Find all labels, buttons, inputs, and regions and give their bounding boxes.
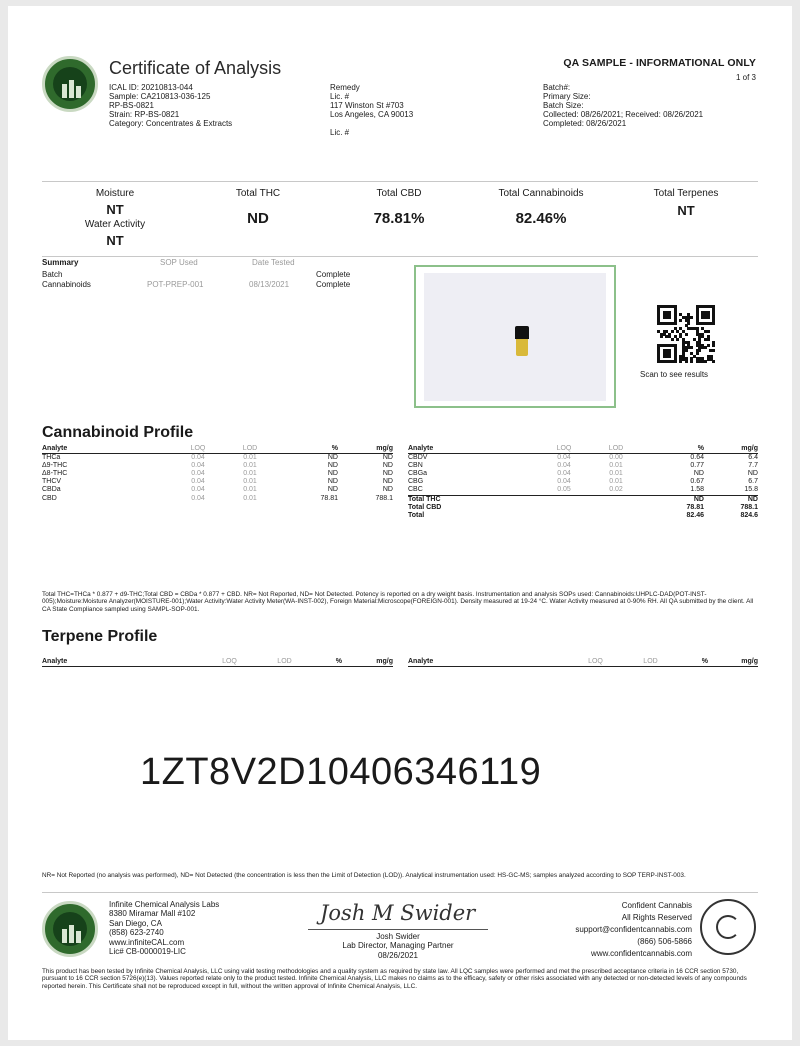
cell-lod: 0.02 xyxy=(609,486,623,494)
table-row xyxy=(408,453,758,462)
summary-row-status: Complete xyxy=(316,270,351,279)
cell-pct: ND xyxy=(327,469,338,477)
cell-lod: 0.01 xyxy=(243,486,257,494)
table-row xyxy=(408,486,758,495)
divider xyxy=(42,181,758,182)
summary-row-sop: POT-PREP-001 xyxy=(147,280,204,289)
cell-a: CBN xyxy=(408,461,423,469)
lab-logo-icon xyxy=(42,56,98,112)
cell-a: Δ8-THC xyxy=(42,469,68,477)
col-lod: LOD xyxy=(257,657,312,666)
total-cannabinoids-label: Total Cannabinoids xyxy=(498,188,584,199)
cell-lod: 0.01 xyxy=(609,478,623,486)
col-pct: % xyxy=(276,444,338,453)
col-mgg: mg/g xyxy=(342,657,393,666)
table-row xyxy=(408,462,758,470)
cell-a: THCa xyxy=(42,453,61,461)
cell-lod: 0.01 xyxy=(609,469,623,477)
signer-info: Josh Swider Lab Director, Managing Partner 08/26/2021 xyxy=(342,932,454,960)
lab-logo-icon xyxy=(42,901,98,957)
cell-loq: 0.04 xyxy=(191,486,205,494)
cell-pct: ND xyxy=(327,486,338,494)
summary-row-name: Cannabinoids xyxy=(42,280,91,289)
page-title: Certificate of Analysis xyxy=(109,58,282,78)
cell-mgg: ND xyxy=(382,478,393,486)
cell-mgg: ND xyxy=(747,469,758,477)
cell-a: CBDV xyxy=(408,453,428,461)
summary-col-sop: SOP Used xyxy=(160,258,198,267)
cell-loq xyxy=(538,504,590,512)
cell-a: Total xyxy=(408,511,425,519)
cell-lod xyxy=(590,512,642,520)
table-row xyxy=(408,478,758,486)
cell-lod: 0.01 xyxy=(243,478,257,486)
cell-pct: 0.77 xyxy=(690,461,704,469)
cell-pct: 1.58 xyxy=(690,486,704,494)
cell-pct: 0.67 xyxy=(690,478,704,486)
col-lod: LOD xyxy=(623,657,678,666)
total-thc-label: Total THC xyxy=(235,188,281,199)
cell-a: THCV xyxy=(42,478,62,486)
water-activity-label: Water Activity xyxy=(84,219,146,230)
col-analyte: Analyte xyxy=(42,657,202,666)
cell-lod: 0.01 xyxy=(243,494,257,502)
cell-pct: ND xyxy=(327,461,338,469)
page-info: 1 of 3 xyxy=(735,73,756,82)
divider xyxy=(42,892,758,893)
cell-lod xyxy=(590,495,642,504)
certificate-page xyxy=(8,6,792,1040)
signature-line xyxy=(308,929,488,930)
cell-a: CBG xyxy=(408,478,424,486)
cell-loq: 0.04 xyxy=(191,469,205,477)
col-analyte: Analyte xyxy=(408,657,568,666)
cell-loq: 0.05 xyxy=(557,486,571,494)
cell-mgg: 788.1 xyxy=(740,503,758,511)
cell-pct: ND xyxy=(327,478,338,486)
tracking-number: 1ZT8V2D10406346119 xyxy=(140,751,542,793)
col-mgg: mg/g xyxy=(338,444,393,453)
cell-mgg: 788.1 xyxy=(375,494,393,502)
qr-caption: Scan to see results xyxy=(640,370,709,379)
table-row xyxy=(42,495,393,503)
terpene-table-right xyxy=(408,657,758,667)
cell-loq xyxy=(538,495,590,504)
cell-pct: ND xyxy=(693,469,704,477)
cell-mgg: ND xyxy=(704,495,758,504)
terpene-profile-title: Terpene Profile xyxy=(42,628,158,645)
confident-cannabis-seal-icon xyxy=(700,899,756,955)
cell-loq xyxy=(538,512,590,520)
summary-row-status: Complete xyxy=(316,280,351,289)
table-row xyxy=(408,512,758,520)
col-pct: % xyxy=(678,657,708,666)
batch-info: Batch#: Primary Size: Batch Size: Collected: 08/26/2021; Received: 08/26/2021 Completed: 08/26/2021 xyxy=(543,83,704,128)
col-mgg: mg/g xyxy=(704,444,758,453)
cell-a: CBD xyxy=(42,494,57,502)
cannabinoid-profile-title: Cannabinoid Profile xyxy=(42,424,194,441)
sample-photo xyxy=(414,265,616,408)
col-lod: LOD xyxy=(590,444,642,453)
partner-contact: Confident Cannabis All Rights Reserved support@confidentcannabis.com (866) 506-5866 www.confidentcannabis.com xyxy=(575,901,692,958)
moisture-label: Moisture xyxy=(95,188,135,199)
table-row xyxy=(42,453,393,462)
cell-lod: 0.01 xyxy=(243,453,257,461)
sample-info: ICAL ID: 20210813-044 Sample: CA210813-036-125 RP-BS-0821 Strain: RP-BS-0821 Category: Concentrates & Extracts xyxy=(109,83,233,128)
cell-loq: 0.04 xyxy=(557,469,571,477)
cell-mgg: ND xyxy=(382,486,393,494)
col-lod: LOD xyxy=(224,444,276,453)
cell-loq: 0.04 xyxy=(557,478,571,486)
summary-title: Summary xyxy=(42,258,79,267)
cell-mgg: 7.7 xyxy=(748,461,758,469)
cell-lod: 0.01 xyxy=(243,469,257,477)
table-row xyxy=(42,486,393,494)
col-mgg: mg/g xyxy=(708,657,758,666)
table-row xyxy=(408,470,758,478)
summary-col-date: Date Tested xyxy=(252,258,295,267)
terpene-table-left xyxy=(42,657,393,667)
table-row xyxy=(42,462,393,470)
signature: Josh M Swider xyxy=(320,901,476,925)
total-cbd-value: 78.81% xyxy=(373,210,425,227)
col-pct: % xyxy=(642,444,704,453)
cannabinoid-footnote: Total THC=THCa * 0.877 + d9-THC;Total CBD = CBDa * 0.877 + CBD. NR= Not Reported, ND= Not Detected. Potency is reported on a dry weight basis. Instrumentation and analysis SOPs used: Cannabinoids:UHPLC-DAD(POT-INST-005);Moisture:Moisture Analyzer(MOISTURE-001);Water Activity:Water Activity Meter(WA-INST-002), Foreign Material:Microscope(FOREIGN-001). Density measured at 19-24 °C. Water Activity measured at 0-90% RH. All QA submitted by the client. All CA State Compliance sampled using SAMPL-SOP-001. xyxy=(42,591,754,613)
col-analyte: Analyte xyxy=(408,444,538,453)
cell-loq: 0.04 xyxy=(191,494,205,502)
col-loq: LOQ xyxy=(568,657,623,666)
lab-contact: Infinite Chemical Analysis Labs 8380 Miramar Mall #102 San Diego, CA (858) 623-2740 www.infiniteCAL.com Lic# CB-0000019-LIC xyxy=(109,900,220,957)
cell-loq: 0.04 xyxy=(191,461,205,469)
cell-a: Δ9-THC xyxy=(42,461,68,469)
col-loq: LOQ xyxy=(172,444,224,453)
cell-a: Total THC xyxy=(408,495,538,504)
table-row xyxy=(42,478,393,486)
cell-pct: 82.46 xyxy=(686,511,704,519)
cell-pct: 78.81 xyxy=(686,503,704,511)
terpene-footnote: NR= Not Reported (no analysis was performed), ND= Not Detected (the concentration is less then the Limit of Detection (LOD)). Analytical instrumentation used: HS-GC-MS; samples analyzed according to SOP TERP-INST-003. xyxy=(42,872,686,879)
cannabinoid-table-right xyxy=(408,444,758,520)
cell-lod xyxy=(590,504,642,512)
cell-mgg: ND xyxy=(382,461,393,469)
cell-mgg: ND xyxy=(382,453,393,461)
cell-lod: 0.01 xyxy=(243,461,257,469)
cell-pct: 78.81 xyxy=(320,494,338,502)
water-activity-value: NT xyxy=(106,233,124,248)
cell-a: CBGa xyxy=(408,469,428,477)
cell-mgg: ND xyxy=(382,469,393,477)
vial-icon xyxy=(515,326,529,339)
col-loq: LOQ xyxy=(538,444,590,453)
table-row xyxy=(408,504,758,512)
summary-row-name: Batch xyxy=(42,270,63,279)
total-cannabinoids-value: 82.46% xyxy=(515,210,567,227)
qr-code-icon[interactable] xyxy=(657,305,715,363)
total-terpenes-label: Total Terpenes xyxy=(653,188,719,199)
cell-loq: 0.04 xyxy=(557,461,571,469)
table-row xyxy=(408,495,758,504)
disclaimer: This product has been tested by Infinite Chemical Analysis, LLC using valid testing methodologies and a quality system as required by state law. All LQC samples were performed and met the prescribed acceptance criteria in 16 CCR section 5730, pursuant to 16 CCR section 5726(e)(13). Values reported relate only to the product tested. Infinite Chemical Analysis, LLC makes no claims as to the efficacy, safety or other risks associated with any detected or non-detected levels of any compounds reported herein. This Certificate shall not be reproduced except in full, without the written approval of Infinite Chemical Analysis, LLC. xyxy=(42,968,747,990)
qa-banner: QA SAMPLE - INFORMATIONAL ONLY xyxy=(563,57,756,69)
cell-loq: 0.04 xyxy=(191,478,205,486)
cell-mgg: 6.4 xyxy=(748,453,758,461)
col-loq: LOQ xyxy=(202,657,257,666)
cell-pct: ND xyxy=(327,453,338,461)
total-thc-value: ND xyxy=(247,210,269,227)
total-cbd-label: Total CBD xyxy=(376,188,422,199)
cell-a: CBC xyxy=(408,486,423,494)
col-analyte: Analyte xyxy=(42,444,172,453)
cell-loq: 0.04 xyxy=(191,453,205,461)
table-row xyxy=(42,470,393,478)
divider xyxy=(42,256,758,257)
cell-pct: 0.64 xyxy=(690,453,704,461)
cell-lod: 0.00 xyxy=(609,453,623,461)
cell-a: Total CBD xyxy=(408,503,442,511)
cell-mgg: 6.7 xyxy=(748,478,758,486)
cell-mgg: 824.6 xyxy=(740,511,758,519)
total-terpenes-value: NT xyxy=(677,203,695,218)
cell-loq: 0.04 xyxy=(557,453,571,461)
cell-mgg: 15.8 xyxy=(744,486,758,494)
cell-a: CBDa xyxy=(42,486,61,494)
client-info: Remedy Lic. # 117 Winston St #703 Los Angeles, CA 90013 Lic. # xyxy=(330,83,414,137)
col-pct: % xyxy=(312,657,342,666)
moisture-value: NT xyxy=(106,202,124,217)
cell-lod: 0.01 xyxy=(609,461,623,469)
summary-row-date: 08/13/2021 xyxy=(249,280,290,289)
cell-pct: ND xyxy=(642,495,704,504)
cannabinoid-table-left xyxy=(42,444,393,503)
